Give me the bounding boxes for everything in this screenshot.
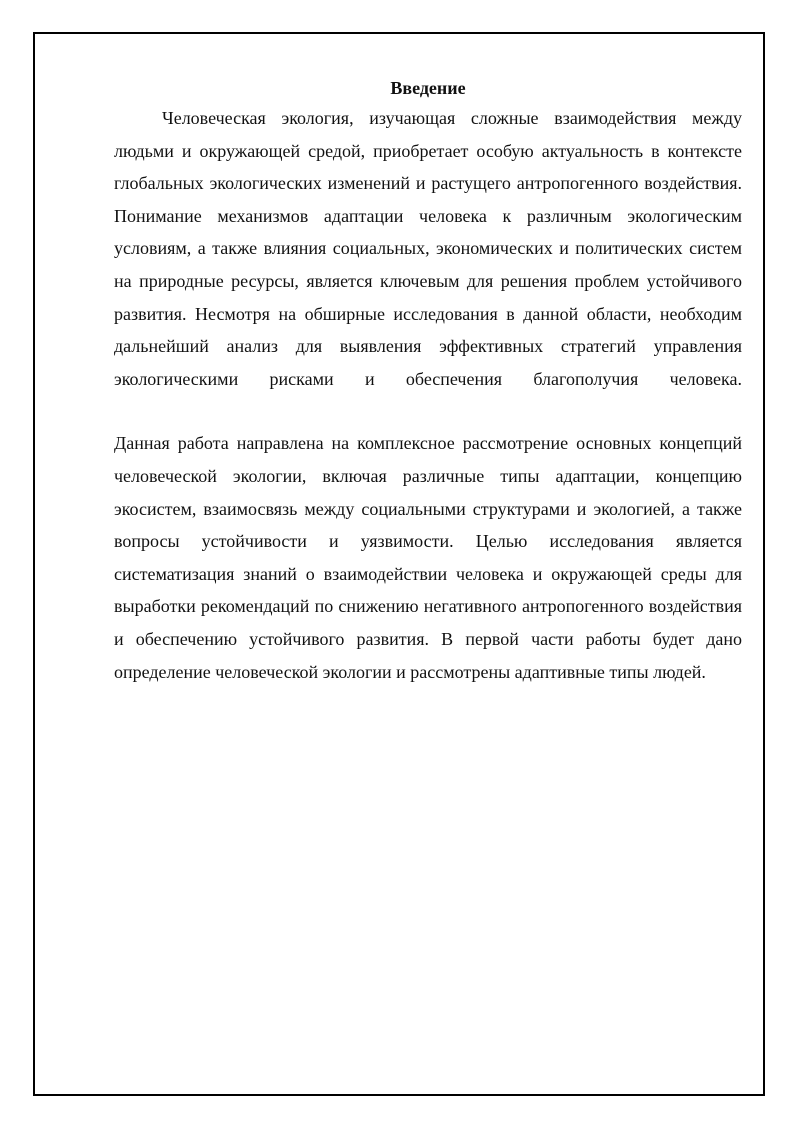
paragraph-spacer bbox=[114, 395, 742, 427]
paragraph-goal: Данная работа направлена на комплексное рассмотрение основных концепций человеческой экологии, включая различные типы адаптации, концепцию экосистем, взаимосвязь между социальными структурами и экологией, а также вопросы устойчивости и уязвимости. Целью исследования является систематизация знаний о взаимодействии человека и окружающей среды для выработки рекомендаций по снижению негативного антропогенного воздействия и обеспечению устойчивого развития. В первой части работы будет дано определение человеческой экологии и рассмотрены адаптивные типы людей. bbox=[114, 433, 742, 682]
paragraph-intro: Человеческая экология, изучающая сложные взаимодействия между людьми и окружающей средой, приобретает особую актуальность в контексте глобальных экологических изменений и растущего антропогенного воздействия. Понимание механизмов адаптации человека к различным экологическим условиям, а также влияния социальных, экономических и политических систем на природные ресурсы, является ключевым для решения проблем устойчивого развития. Несмотря на обширные исследования в данной области, необходим дальнейший анализ для выявления эффективных стратегий управления экологическими рисками и обеспечения благополучия человека. bbox=[114, 108, 742, 389]
document-body bbox=[114, 74, 742, 688]
document-title: Введение bbox=[390, 78, 466, 98]
